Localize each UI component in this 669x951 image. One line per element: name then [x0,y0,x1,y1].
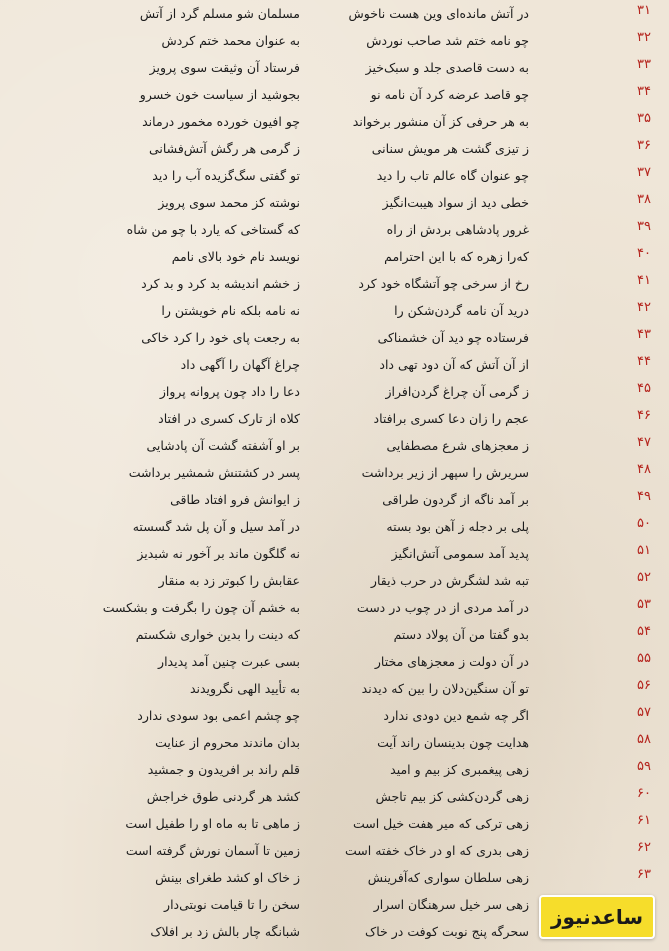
verse-second-hemistich: به عنوان محمد ختم کردش [161,33,300,48]
verse-row [0,516,669,543]
verse-second-hemistich: سخن را تا قیامت نوبتی‌دار [164,897,300,912]
verse-first-hemistich: هدایت چون بدینسان راند آیت [377,735,529,750]
verse-first-hemistich: به هر حرفی کز آن منشور برخواند [352,114,529,129]
verse-row [0,597,669,624]
verse-row [0,111,669,138]
verse-number: ۵۸ [637,732,651,747]
verse-second-hemistich: نوشته کز محمد سوی پرویز [158,195,300,210]
verse-first-hemistich: که‌را زهره که با این احترامم [384,249,529,264]
verse-first-hemistich: چو نامه ختم شد صاحب نوردش [366,33,529,48]
verse-second-hemistich: ز خاک او کشد طغرای بینش [155,870,300,885]
verse-first-hemistich: در آمد مردی از در چوب در دست [356,600,529,615]
verse-number: ۵۰ [637,516,651,531]
verse-second-hemistich: چراغ آگهان را آگهی داد [180,357,300,372]
verse-first-hemistich: زهی سلطان سواری که‌آفرینش [367,870,529,885]
verse-second-hemistich: نه گلگون ماند بر آخور نه شبدیز [137,546,300,561]
verse-first-hemistich: پلی بر دجله ز آهن بود بسته [386,519,529,534]
verse-second-hemistich: ز گرمی هر رگش آتش‌فشانی [148,141,300,156]
verse-second-hemistich: ز ایوانش فرو افتاد طاقی [170,492,300,507]
verse-second-hemistich: شبانگه چار بالش زد بر افلاک [150,924,300,939]
verse-row [0,84,669,111]
verse-first-hemistich: بدو گفتا من آن پولاد دستم [393,627,529,642]
verse-row [0,57,669,84]
verse-number: ۴۵ [637,381,651,396]
verse-first-hemistich: زهی ترکی که میر هفت خیل است [352,816,529,831]
verse-first-hemistich: زهی گردن‌کشی کز بیم تاجش [375,789,529,804]
verse-second-hemistich: بسی عبرت چنین آمد پدیدار [158,654,300,669]
verse-first-hemistich: پدید آمد سمومی آتش‌انگیز [391,546,529,561]
verse-first-hemistich: سحرگه پنج نوبت کوفت در خاک [365,924,529,939]
verse-first-hemistich: فرستاده چو دید آن خشمناکی [377,330,529,345]
saednews-logo [539,895,655,939]
verse-row [0,705,669,732]
verse-second-hemistich: بدان ماندند محروم از عنایت [155,735,300,750]
verse-row [0,651,669,678]
verse-first-hemistich: ز گرمی آن چراغ گردن‌افراز [385,384,529,399]
verse-second-hemistich: عقابش را کبوتر زد به منقار [158,573,300,588]
verse-row [0,489,669,516]
verse-row [0,732,669,759]
verse-row [0,354,669,381]
verse-first-hemistich: عجم را زان دعا کسری برافتاد [373,411,529,426]
verse-second-hemistich: در آمد سیل و آن پل شد گسسته [132,519,300,534]
verse-first-hemistich: از آن آتش که آن دود تهی داد [379,357,529,372]
verse-second-hemistich: به خشم آن چون را بگرفت و بشکست [102,600,300,615]
verse-number: ۴۶ [637,408,651,423]
verse-row [0,381,669,408]
verse-second-hemistich: چو افیون خورده مخمور درماند [142,114,300,129]
verse-row [0,813,669,840]
verse-row [0,543,669,570]
verse-row [0,138,669,165]
verse-number: ۵۲ [637,570,651,585]
verse-row [0,165,669,192]
verse-first-hemistich: چو قاصد عرضه کرد آن نامه نو [370,87,529,102]
verse-second-hemistich: ز ماهی تا به ماه او را طفیل است [125,816,300,831]
verse-first-hemistich: سریرش را سپهر از زیر برداشت [361,465,529,480]
verse-number: ۴۴ [637,354,651,369]
verse-row [0,624,669,651]
verse-number: ۴۱ [637,273,651,288]
verse-number: ۵۱ [637,543,651,558]
verse-first-hemistich: در آن دولت ز معجزهای مختار [374,654,529,669]
verse-row [0,786,669,813]
verse-number: ۴۹ [637,489,651,504]
verse-second-hemistich: قلم راند بر افریدون و جمشید [147,762,300,777]
verse-first-hemistich: ز تیزی گشت هر مویش سنانی [371,141,529,156]
verse-first-hemistich: رخ از سرخی چو آتشگاه خود کرد [358,276,529,291]
verse-second-hemistich: فرستاد آن وثیقت سوی پرویز [149,60,300,75]
verse-number: ۳۴ [637,84,651,99]
verse-number: ۵۴ [637,624,651,639]
verse-row [0,840,669,867]
verse-second-hemistich: به رجعت پای خود را کرد خاکی [141,330,300,345]
verse-second-hemistich: ز خشم اندیشه بد کرد و بد کرد [141,276,300,291]
verse-number: ۳۸ [637,192,651,207]
verse-first-hemistich: بر آمد ناگه از گردون طراقی [382,492,529,507]
verse-number: ۶۰ [637,786,651,801]
verse-number: ۴۸ [637,462,651,477]
verse-first-hemistich: چو عنوان گاه عالم تاب را دید [376,168,529,183]
verse-row [0,678,669,705]
verse-second-hemistich: تو گفتی سگ‌گزیده آب را دید [152,168,300,183]
verse-row [0,867,669,894]
verse-first-hemistich: زهی سر خیل سرهنگان اسرار [373,897,529,912]
verse-first-hemistich: به دست قاصدی جلد و سبک‌خیز [365,60,529,75]
verse-row [0,300,669,327]
verse-number: ۴۷ [637,435,651,450]
verse-second-hemistich: نه نامه بلکه نام خویشتن را [161,303,300,318]
verse-first-hemistich: غرور پادشاهی بردش از راه [386,222,529,237]
verse-first-hemistich: تو آن سنگین‌دلان را بین که دیدند [361,681,529,696]
verse-second-hemistich: بر او آشفته گشت آن پادشایی [146,438,300,453]
verse-row [0,192,669,219]
verse-first-hemistich: اگر چه شمع دین دودی ندارد [383,708,529,723]
verse-first-hemistich: ز معجزهای شرع مصطفایی [386,438,529,453]
verse-first-hemistich: خطی دید از سواد هیبت‌انگیز [382,195,529,210]
verse-second-hemistich: که گستاخی که یارد با چو من شاه [126,222,300,237]
verse-second-hemistich: پسر در کشتنش شمشیر برداشت [128,465,300,480]
verse-number: ۵۳ [637,597,651,612]
brand-logo-text: ساعدنیوز [550,905,644,929]
verse-row [0,30,669,57]
verse-second-hemistich: مسلمان شو مسلم گرد از آتش [139,6,300,21]
verse-number: ۶۱ [637,813,651,828]
verse-row [0,219,669,246]
verse-number: ۶۳ [637,867,651,882]
verse-row [0,273,669,300]
verse-row [0,408,669,435]
verse-number: ۵۹ [637,759,651,774]
verse-second-hemistich: به تأیید الهی نگرویدند [189,681,300,696]
verse-number: ۳۷ [637,165,651,180]
verse-number: ۴۳ [637,327,651,342]
verse-second-hemistich: بجوشید از سیاست خون خسرو [139,87,300,102]
verse-second-hemistich: چو چشم اعمی بود سودی ندارد [137,708,300,723]
verse-second-hemistich: زمین تا آسمان نورش گرفته است [125,843,300,858]
verse-number: ۵۵ [637,651,651,666]
verse-row [0,327,669,354]
verse-first-hemistich: در آتش مانده‌ای وین هست ناخوش [348,6,529,21]
verse-number: ۳۱ [637,3,651,18]
verse-second-hemistich: دعا را داد چون پروانه پرواز [159,384,300,399]
verse-second-hemistich: که دینت را بدین خواری شکستم [135,627,300,642]
verse-first-hemistich: زهی بدری که او در خاک خفته است [345,843,529,858]
verse-row [0,759,669,786]
verse-row [0,462,669,489]
verse-number: ۳۲ [637,30,651,45]
verse-number: ۳۵ [637,111,651,126]
verse-number: ۴۰ [637,246,651,261]
verse-second-hemistich: کلاه از تارک کسری در افتاد [158,411,300,426]
verse-first-hemistich: تبه شد لشگرش در حرب ذیقار [370,573,529,588]
verse-row [0,246,669,273]
verse-first-hemistich: زهی پیغمبری کز بیم و امید [390,762,529,777]
verse-number: ۵۶ [637,678,651,693]
verse-second-hemistich: کشد هر گردنی طوق خراجش [146,789,300,804]
verse-first-hemistich: درید آن نامه گردن‌شکن را [394,303,529,318]
verse-number: ۳۶ [637,138,651,153]
verse-number: ۴۲ [637,300,651,315]
verse-number: ۵۷ [637,705,651,720]
verse-row [0,435,669,462]
verse-number: ۶۲ [637,840,651,855]
verse-number: ۳۳ [637,57,651,72]
verse-second-hemistich: نویسد نام خود بالای نامم [171,249,300,264]
verse-row [0,3,669,30]
verse-row [0,570,669,597]
verse-number: ۳۹ [637,219,651,234]
